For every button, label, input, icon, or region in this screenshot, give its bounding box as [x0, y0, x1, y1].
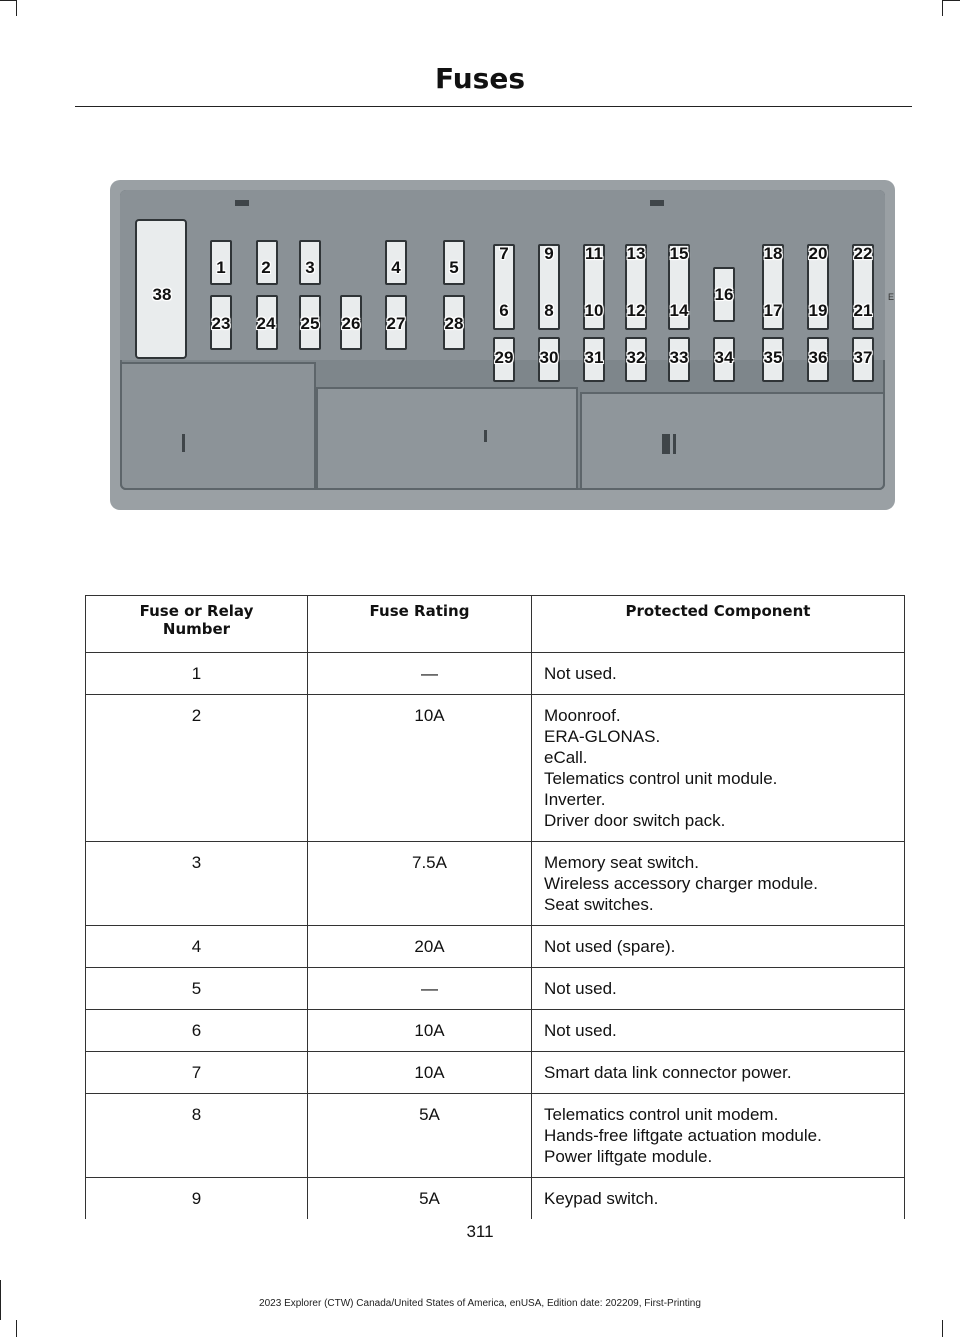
image-code: E: [888, 292, 895, 302]
fuse-number-cell: [86, 695, 308, 842]
protected-component: Telematics control unit modem.: [544, 1105, 779, 1124]
protected-component: eCall.: [544, 748, 588, 767]
fuse-label: 3: [305, 258, 315, 277]
crop-mark: [942, 0, 943, 16]
table-row: [86, 926, 905, 968]
protected-component: Seat switches.: [544, 895, 654, 914]
fuse-number-cell: [86, 842, 308, 926]
fuse-rating-cell: [308, 1052, 532, 1094]
fuse-label: 4: [391, 258, 401, 277]
crop-mark: [943, 0, 960, 1]
cover-panel-right: [580, 392, 885, 490]
fuse-label: 25: [300, 314, 320, 333]
fuse-label: 17: [763, 301, 783, 320]
fuse-label: 21: [853, 301, 873, 320]
fuse-label: 7: [499, 244, 509, 263]
fuse-rating: —: [421, 979, 438, 998]
fuse-rating-cell: [308, 842, 532, 926]
fuse-number: 7: [191, 1063, 202, 1082]
fuse-rating-cell: [308, 968, 532, 1010]
protected-component: Not used.: [544, 1021, 617, 1040]
fuse-rating-cell: [308, 653, 532, 695]
fuse-label: 38: [152, 285, 172, 304]
fuse-label: 26: [341, 314, 361, 333]
protected-component: Smart data link connector power.: [544, 1063, 792, 1082]
table-row: [86, 968, 905, 1010]
header-text: Fuse or Relay: [139, 602, 254, 620]
crop-mark: [16, 1320, 17, 1337]
table-row: [86, 1178, 905, 1220]
fuse-number-cell: [86, 1094, 308, 1178]
table-header-row: [86, 596, 905, 653]
protected-component-cell: [532, 653, 905, 695]
fuse-rating-cell: [308, 1010, 532, 1052]
fuse-number-cell: [86, 1178, 308, 1220]
fuse-label: 15: [669, 244, 689, 263]
table-row: [86, 653, 905, 695]
title-divider: [75, 106, 912, 107]
crop-mark: [0, 0, 16, 1]
fuse-rating: 10A: [414, 1021, 445, 1040]
fuse-rating-cell: [308, 926, 532, 968]
cover-panel-middle: [316, 387, 578, 490]
housing-notch: [650, 200, 664, 206]
table-row: [86, 1010, 905, 1052]
fuse-label: 31: [584, 348, 604, 367]
table-row: [86, 695, 905, 842]
fuse-label: 32: [626, 348, 646, 367]
clip-slot: [182, 434, 185, 452]
fuse-label: 20: [808, 244, 828, 263]
protected-component: Wireless accessory charger module.: [544, 874, 818, 893]
fuse-label: 8: [544, 301, 554, 320]
protected-component-cell: [532, 842, 905, 926]
fuse-rating: —: [421, 664, 438, 683]
fuse-label: 10: [584, 301, 604, 320]
header-text: Protected Component: [625, 602, 811, 620]
fuse-number: 4: [191, 937, 202, 956]
fuse-rating: 5A: [419, 1189, 440, 1208]
protected-component: Not used.: [544, 979, 617, 998]
fuse-label: 29: [494, 348, 514, 367]
fuse-label: 37: [853, 348, 873, 367]
fuse-label: 6: [499, 301, 509, 320]
fuse-label: 28: [444, 314, 464, 333]
fuse-label: 30: [539, 348, 559, 367]
fuse-table-body: [86, 653, 905, 1220]
protected-component-cell: [532, 1178, 905, 1220]
crop-mark: [942, 1320, 943, 1337]
clip-slot: [484, 430, 487, 442]
fuse-label: 36: [808, 348, 828, 367]
column-header-number: [86, 596, 308, 653]
protected-component: Moonroof.: [544, 706, 621, 725]
column-header-component: [532, 596, 905, 653]
protected-component: Keypad switch.: [544, 1189, 659, 1208]
protected-component-cell: [532, 695, 905, 842]
fuse-rating: 7.5A: [412, 853, 447, 872]
protected-component: Hands-free liftgate actuation module.: [544, 1126, 822, 1145]
table-row: [86, 842, 905, 926]
clip-slot: [673, 434, 676, 454]
protected-component: Driver door switch pack.: [544, 811, 726, 830]
fuse-rating: 10A: [414, 1063, 445, 1082]
clip-slot: [662, 434, 670, 454]
protected-component-cell: [532, 926, 905, 968]
fuse-number: 5: [191, 979, 202, 998]
protected-component: Power liftgate module.: [544, 1147, 713, 1166]
page-footer: 2023 Explorer (CTW) Canada/United States of America, enUSA, Edition date: 202209, First-Printing: [259, 1298, 701, 1309]
table-row: [86, 1052, 905, 1094]
protected-component: Telematics control unit module.: [544, 769, 778, 788]
cover-panel-left: [120, 362, 316, 490]
fuse-number: 1: [191, 664, 202, 683]
fuse-label: 19: [808, 301, 828, 320]
fuse-label: 1: [216, 258, 226, 277]
fuse-label: 9: [544, 244, 554, 263]
fuse-rating-cell: [308, 1094, 532, 1178]
fuse-number-cell: [86, 926, 308, 968]
page-number: 311: [466, 1222, 494, 1241]
page-title: Fuses: [435, 62, 525, 95]
fuse-label: 16: [714, 285, 734, 304]
fuse-label: 12: [626, 301, 646, 320]
fuse-label: 5: [449, 258, 459, 277]
fuse-label: 27: [386, 314, 406, 333]
protected-component-cell: [532, 1052, 905, 1094]
fuse-rating: 10A: [414, 706, 445, 725]
fuse-label: 2: [261, 258, 271, 277]
fuse-label: 18: [763, 244, 783, 263]
fuse-label: 14: [669, 301, 689, 320]
fuse-label: 35: [763, 348, 783, 367]
protected-component: Not used.: [544, 664, 617, 683]
fuse-label: 11: [585, 244, 603, 263]
fuse-number-cell: [86, 968, 308, 1010]
table-row: [86, 1094, 905, 1178]
fuse-rating: 20A: [414, 937, 445, 956]
fuse-label: 34: [714, 348, 734, 367]
protected-component-cell: [532, 1010, 905, 1052]
fuse-label: 13: [626, 244, 646, 263]
protected-component-cell: [532, 1094, 905, 1178]
fuse-table: [85, 595, 905, 1219]
fuse-number: 9: [191, 1189, 202, 1208]
housing-notch: [235, 200, 249, 206]
fuse-number: 6: [191, 1021, 202, 1040]
protected-component: Memory seat switch.: [544, 853, 699, 872]
fuse-number: 2: [191, 706, 202, 725]
fuse-label: 33: [669, 348, 689, 367]
protected-component-cell: [532, 968, 905, 1010]
fuse-number-cell: [86, 1052, 308, 1094]
fuse-rating-cell: [308, 695, 532, 842]
fuse-box-diagram: [110, 172, 895, 512]
fuse-number-cell: [86, 653, 308, 695]
fuse-rating: 5A: [419, 1105, 440, 1124]
header-text: Number: [162, 620, 231, 638]
fuse-number: 8: [191, 1105, 202, 1124]
fuse-label: 23: [211, 314, 231, 333]
fuse-label: 22: [853, 244, 873, 263]
protected-component: ERA-GLONAS.: [544, 727, 661, 746]
crop-mark: [16, 0, 17, 16]
fuse-number: 3: [191, 853, 202, 872]
fuse-number-cell: [86, 1010, 308, 1052]
protected-component: Not used (spare).: [544, 937, 676, 956]
fuse-label: 24: [256, 314, 276, 333]
fuse-rating-cell: [308, 1178, 532, 1220]
column-header-rating: Fuse Rating: [308, 596, 532, 653]
protected-component: Inverter.: [544, 790, 606, 809]
